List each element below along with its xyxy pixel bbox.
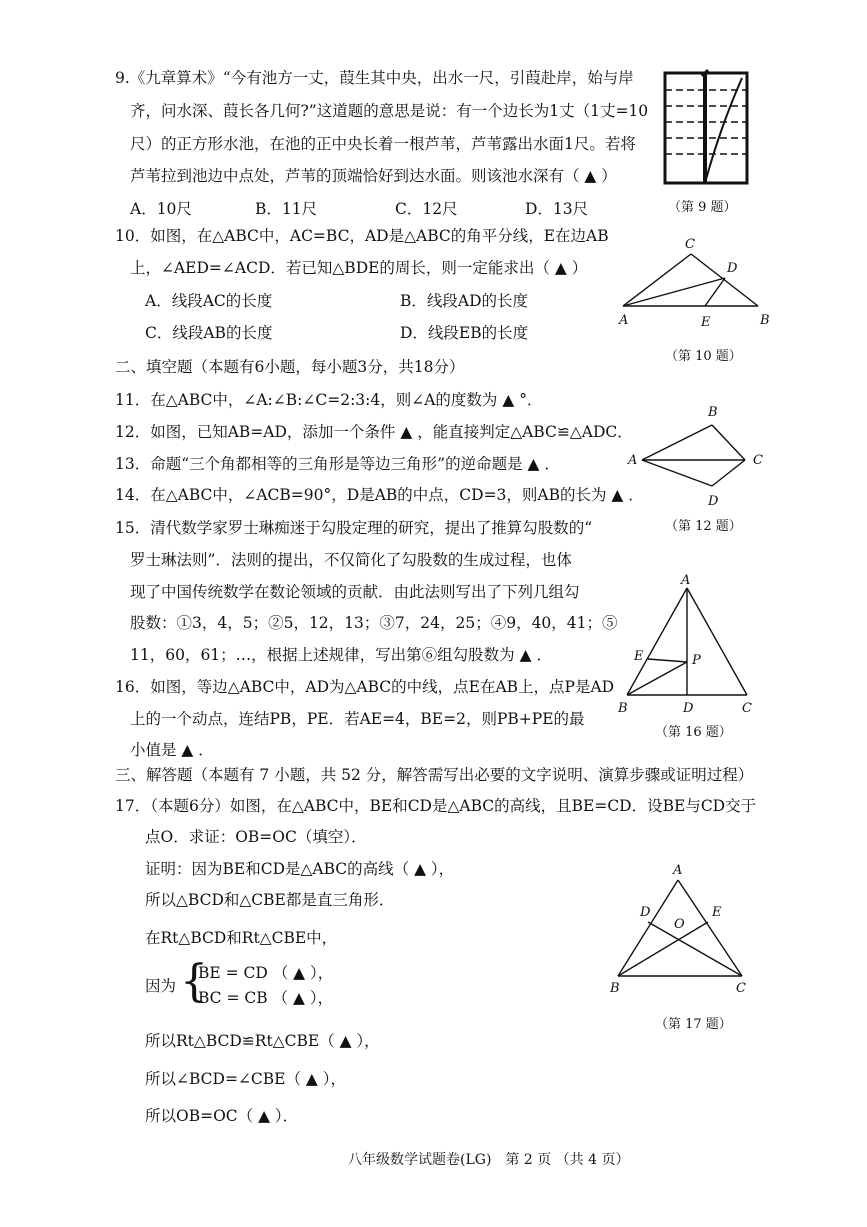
q9-option-d: D．13尺 [525,200,589,218]
q16-line-1: 16．如图，等边△ABC中，AD为△ABC的中线，点E在AB上，点P是AD [115,678,615,696]
fig16-label-b: B [618,701,628,716]
q17-line-5: 在Rt△BCD和Rt△CBE中， [145,929,338,947]
q17-line-3: 证明：因为BE和CD是△ABC的高线（ ▲ ）， [145,860,455,878]
figure-9 [660,68,755,188]
q10-option-d: D．线段EB的长度 [400,324,529,342]
fig17-label-e: E [712,905,722,920]
q10-line-2: 上，∠AED=∠ACD．若已知△BDE的周长，则一定能求出（ ▲ ） [130,259,588,277]
fig10-label-b: B [760,313,770,328]
q15-line-2: 罗士琳法则”．法则的提出，不仅简化了勾股数的生成过程，也体 [130,551,572,569]
q13-line: 13．命题“三个角都相等的三角形是等边三角形”的逆命题是 ▲ ． [115,455,560,473]
q10-option-b: B．线段AD的长度 [400,292,529,310]
q17-conclusion-3: 所以OB=OC（ ▲ ）． [145,1107,299,1125]
fig17-label-d: D [640,905,651,920]
fig17-label-o: O [674,917,685,932]
q17-conclusion-1: 所以Rt△BCD≌Rt△CBE（ ▲ ）， [145,1032,380,1050]
figure-17 [600,858,760,998]
fig12-label-b: B [708,405,718,420]
fig16-label-c: C [742,701,752,716]
q9-line-2: 齐，问水深、葭长各几何?”这道题的意思是说：有一个边长为1丈（1丈=10 [130,102,649,120]
figure-10-caption: （第 10 题） [665,349,742,364]
figure-12 [620,400,770,510]
fig17-label-c: C [736,981,746,996]
fig12-label-d: D [708,494,719,509]
q17-condition-1: BE = CD （ ▲ ）， [198,964,334,982]
q9-option-b: B．11尺 [255,200,318,218]
figure-17-caption: （第 17 题） [655,1017,732,1032]
q10-line-1: 10．如图，在△ABC中，AC=BC，AD是△ABC的角平分线，E在边AB [115,227,609,245]
q15-line-1: 15．清代数学家罗士琳痴迷于勾股定理的研究，提出了推算勾股数的“ [115,519,593,537]
q15-line-3: 现了中国传统数学在数论领域的贡献．由此法则写出了下列几组勾 [130,583,580,601]
q15-line-5: 11，60，61；…，根据上述规律，写出第⑥组勾股数为 ▲ ． [130,646,552,664]
fig16-label-d: D [683,701,694,716]
q9-option-a: A．10尺 [130,200,192,218]
fig12-label-a: A [628,453,638,468]
q16-line-2: 上的一个动点，连结PB，PE．若AE=4，BE=2，则PB+PE的最 [130,710,585,728]
fig16-label-p: P [692,653,701,668]
q17-conclusion-2: 所以∠BCD=∠CBE（ ▲ ）， [145,1070,347,1088]
figure-10 [615,234,775,334]
figure-12-caption: （第 12 题） [665,519,742,534]
fig10-label-a: A [619,313,629,328]
q17-line-2: 点O．求证：OB=OC（填空）． [145,828,367,846]
q9-line-4: 芦苇拉到池边中点处，芦苇的顶端恰好到达水面。则该池水深有（ ▲ ） [130,167,617,185]
q9-line-3: 尺）的正方形水池，在池的正中央长着一根芦苇，芦苇露出水面1尺。若将 [130,135,636,153]
figure-9-caption: （第 9 题） [668,200,737,215]
section-3-heading: 三、解答题（本题有 7 小题，共 52 分，解答需写出必要的文字说明、演算步骤或证明过程） [115,766,754,784]
fig10-label-d: D [727,261,738,276]
fig10-label-e: E [701,315,711,330]
figure-16 [610,572,765,717]
q10-option-c: C．线段AB的长度 [145,324,273,342]
q9-line-1: 9.《九章算术》“今有池方一丈，葭生其中央，出水一尺，引葭赴岸，始与岸 [115,69,634,87]
q14-line: 14．在△ABC中，∠ACB=90°，D是AB的中点，CD=3，则AB的长为 ▲ ． [115,486,644,504]
q17-brace: { [180,956,208,1007]
q17-because: 因为 [145,977,177,995]
q11-line: 11．在△ABC中，∠A:∠B:∠C=2:3:4，则∠A的度数为 ▲ °． [115,391,543,409]
q17-line-4: 所以△BCD和△CBE都是直三角形． [145,891,395,909]
fig12-label-c: C [753,453,763,468]
fig17-label-a: A [673,863,683,878]
q9-option-c: C．12尺 [395,200,458,218]
fig16-label-a: A [681,573,691,588]
fig16-label-e: E [634,649,644,664]
q15-line-4: 股数：①3，4，5；②5，12，13；③7，24，25；④9，40，41；⑤ [130,614,618,632]
q12-line: 12．如图，已知AB=AD，添加一个条件 ▲ ，能直接判定△ABC≌△ADC． [115,423,633,441]
q10-option-a: A．线段AC的长度 [145,292,273,310]
q17-condition-2: BC = CB （ ▲ ）， [198,989,334,1007]
fig17-label-b: B [610,981,620,996]
section-2-heading: 二、填空题（本题有6小题，每小题3分，共18分） [115,358,465,376]
q16-line-3: 小值是 ▲ ． [130,741,214,759]
page-footer: 八年级数学试题卷(LG) 第 2 页 （共 4 页） [348,1152,630,1168]
q17-line-1: 17．（本题6分）如图，在△ABC中，BE和CD是△ABC的高线，且BE=CD．设BE与CD交于 [115,797,757,815]
fig10-label-c: C [685,237,695,252]
figure-16-caption: （第 16 题） [655,725,732,740]
